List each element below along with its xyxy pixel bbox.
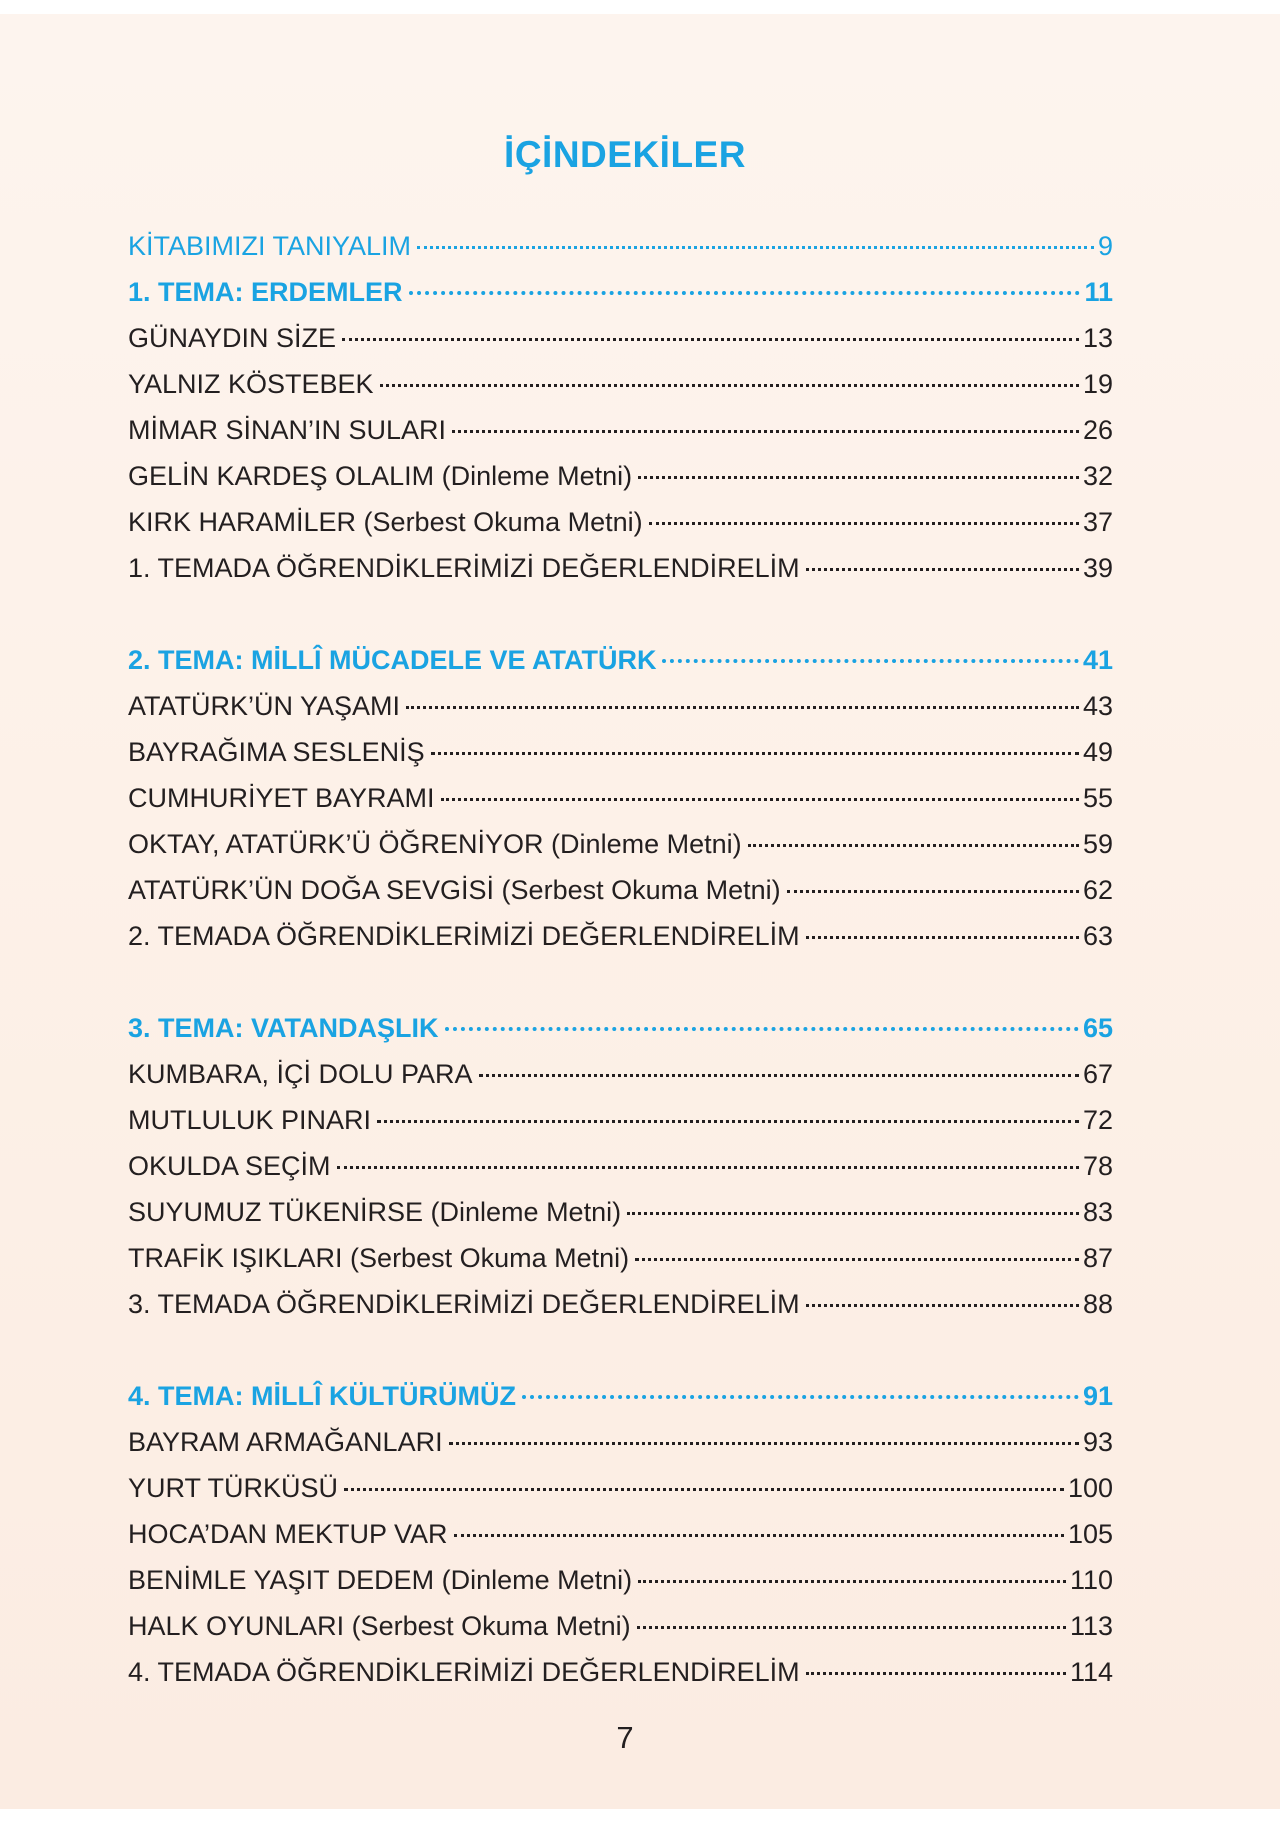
toc-entry-label: 4. TEMADA ÖĞRENDİKLERİMİZİ DEĞERLENDİRELİM bbox=[128, 1657, 800, 1687]
toc-entry-label: ATATÜRK’ÜN DOĞA SEVGİSİ (Serbest Okuma Metni) bbox=[128, 875, 781, 905]
toc-theme-label: 4. TEMA: MİLLÎ KÜLTÜRÜMÜZ bbox=[128, 1381, 516, 1411]
toc-entry-page: 72 bbox=[1082, 1105, 1113, 1135]
dot-leader bbox=[806, 1672, 1066, 1675]
toc-entry-page: 113 bbox=[1069, 1611, 1113, 1641]
dot-leader bbox=[445, 1027, 1079, 1031]
dot-leader bbox=[662, 659, 1078, 663]
toc-theme-label: 1. TEMA: ERDEMLER bbox=[128, 277, 403, 307]
toc-entry-page: 32 bbox=[1082, 461, 1113, 491]
toc-entry-page: 114 bbox=[1069, 1657, 1113, 1687]
toc-entry[interactable] bbox=[128, 1059, 1113, 1105]
page-title: İÇİNDEKİLER bbox=[504, 134, 746, 175]
dot-leader bbox=[409, 291, 1081, 295]
table-of-contents bbox=[128, 231, 1113, 1703]
toc-entry[interactable] bbox=[128, 1611, 1113, 1657]
toc-entry[interactable] bbox=[128, 1289, 1113, 1335]
toc-entry-page: 37 bbox=[1082, 507, 1113, 537]
toc-entry[interactable] bbox=[128, 1657, 1113, 1703]
toc-theme-label: 3. TEMA: VATANDAŞLIK bbox=[128, 1013, 439, 1043]
toc-entry-label: HALK OYUNLARI (Serbest Okuma Metni) bbox=[128, 1611, 631, 1641]
section-spacer bbox=[128, 599, 1113, 645]
dot-leader bbox=[380, 384, 1079, 387]
toc-theme-page: 11 bbox=[1084, 277, 1113, 307]
toc-theme-page: 65 bbox=[1082, 1013, 1113, 1043]
toc-entry-label: CUMHURİYET BAYRAMI bbox=[128, 783, 435, 813]
toc-entry-label: YURT TÜRKÜSÜ bbox=[128, 1473, 339, 1503]
toc-entry-label: KIRK HARAMİLER (Serbest Okuma Metni) bbox=[128, 507, 643, 537]
toc-entry-page: 13 bbox=[1082, 323, 1113, 353]
toc-theme-heading[interactable] bbox=[128, 1013, 1113, 1059]
toc-entry[interactable] bbox=[128, 323, 1113, 369]
toc-entry[interactable] bbox=[128, 829, 1113, 875]
section-spacer bbox=[128, 1335, 1113, 1381]
toc-entry-label: BENİMLE YAŞIT DEDEM (Dinleme Metni) bbox=[128, 1565, 633, 1595]
toc-theme-heading[interactable] bbox=[128, 645, 1113, 691]
section-spacer bbox=[128, 967, 1113, 1013]
dot-leader bbox=[337, 1166, 1079, 1169]
dot-leader bbox=[342, 338, 1079, 341]
toc-theme-heading[interactable] bbox=[128, 277, 1113, 323]
toc-entry-page: 67 bbox=[1082, 1059, 1113, 1089]
dot-leader bbox=[806, 568, 1079, 571]
dot-leader bbox=[806, 936, 1079, 939]
toc-entry-page: 110 bbox=[1069, 1565, 1113, 1595]
dot-leader bbox=[377, 1120, 1079, 1123]
toc-entry-label: SUYUMUZ TÜKENİRSE (Dinleme Metni) bbox=[128, 1197, 622, 1227]
toc-entry-page: 19 bbox=[1082, 369, 1113, 399]
toc-entry[interactable] bbox=[128, 1519, 1113, 1565]
dot-leader bbox=[638, 1580, 1066, 1583]
toc-entry-label: 1. TEMADA ÖĞRENDİKLERİMİZİ DEĞERLENDİRELİM bbox=[128, 553, 800, 583]
dot-leader bbox=[649, 522, 1079, 525]
toc-entry[interactable] bbox=[128, 783, 1113, 829]
toc-entry-page: 78 bbox=[1082, 1151, 1113, 1181]
toc-entry-intro[interactable] bbox=[128, 231, 1113, 277]
page-background bbox=[0, 14, 1280, 1809]
toc-entry[interactable] bbox=[128, 553, 1113, 599]
dot-leader bbox=[449, 1442, 1079, 1445]
toc-entry-label: GÜNAYDIN SİZE bbox=[128, 323, 337, 353]
toc-entry-page: 9 bbox=[1097, 231, 1113, 261]
toc-entry[interactable] bbox=[128, 1565, 1113, 1611]
toc-entry-label: YALNIZ KÖSTEBEK bbox=[128, 369, 374, 399]
toc-entry-label: GELİN KARDEŞ OLALIM (Dinleme Metni) bbox=[128, 461, 633, 491]
dot-leader bbox=[441, 798, 1079, 801]
toc-entry[interactable] bbox=[128, 1473, 1113, 1519]
toc-entry-page: 59 bbox=[1082, 829, 1113, 859]
toc-entry-page: 43 bbox=[1082, 691, 1113, 721]
dot-leader bbox=[637, 1626, 1066, 1629]
toc-entry[interactable] bbox=[128, 1243, 1113, 1289]
dot-leader bbox=[748, 844, 1079, 847]
toc-entry[interactable] bbox=[128, 369, 1113, 415]
toc-theme-heading[interactable] bbox=[128, 1381, 1113, 1427]
toc-entry[interactable] bbox=[128, 921, 1113, 967]
toc-entry[interactable] bbox=[128, 415, 1113, 461]
toc-entry-page: 93 bbox=[1082, 1427, 1113, 1457]
toc-entry-label: 3. TEMADA ÖĞRENDİKLERİMİZİ DEĞERLENDİRELİM bbox=[128, 1289, 800, 1319]
toc-entry[interactable] bbox=[128, 1197, 1113, 1243]
dot-leader bbox=[406, 706, 1079, 709]
toc-entry[interactable] bbox=[128, 1151, 1113, 1197]
toc-entry[interactable] bbox=[128, 461, 1113, 507]
toc-entry-page: 62 bbox=[1082, 875, 1113, 905]
toc-entry-page: 49 bbox=[1082, 737, 1113, 767]
toc-entry-page: 88 bbox=[1082, 1289, 1113, 1319]
toc-entry-page: 55 bbox=[1082, 783, 1113, 813]
toc-entry-label: TRAFİK IŞIKLARI (Serbest Okuma Metni) bbox=[128, 1243, 630, 1273]
toc-entry-label: OKULDA SEÇİM bbox=[128, 1151, 331, 1181]
dot-leader bbox=[638, 476, 1079, 479]
toc-entry-label: HOCA’DAN MEKTUP VAR bbox=[128, 1519, 448, 1549]
toc-entry[interactable] bbox=[128, 1427, 1113, 1473]
toc-entry[interactable] bbox=[128, 737, 1113, 783]
toc-entry-label: KİTABIMIZI TANIYALIM bbox=[128, 231, 412, 261]
dot-leader bbox=[344, 1488, 1064, 1491]
dot-leader bbox=[522, 1395, 1079, 1399]
toc-entry[interactable] bbox=[128, 875, 1113, 921]
toc-entry-page: 83 bbox=[1082, 1197, 1113, 1227]
toc-theme-label: 2. TEMA: MİLLÎ MÜCADELE VE ATATÜRK bbox=[128, 645, 657, 675]
toc-entry-page: 100 bbox=[1067, 1473, 1113, 1503]
toc-entry[interactable] bbox=[128, 691, 1113, 737]
toc-entry-label: MİMAR SİNAN’IN SULARI bbox=[128, 415, 447, 445]
dot-leader bbox=[431, 752, 1079, 755]
toc-entry-page: 63 bbox=[1082, 921, 1113, 951]
toc-entry-label: BAYRAĞIMA SESLENİŞ bbox=[128, 737, 425, 767]
dot-leader bbox=[635, 1258, 1079, 1261]
page-number: 7 bbox=[616, 1720, 634, 1755]
toc-entry-label: 2. TEMADA ÖĞRENDİKLERİMİZİ DEĞERLENDİRELİM bbox=[128, 921, 800, 951]
toc-theme-page: 41 bbox=[1082, 645, 1113, 675]
toc-entry-page: 87 bbox=[1082, 1243, 1113, 1273]
dot-leader bbox=[452, 430, 1079, 433]
toc-entry-page: 105 bbox=[1067, 1519, 1113, 1549]
dot-leader bbox=[417, 246, 1094, 249]
toc-entry-page: 39 bbox=[1082, 553, 1113, 583]
toc-entry[interactable] bbox=[128, 1105, 1113, 1151]
dot-leader bbox=[627, 1212, 1079, 1215]
toc-entry-label: BAYRAM ARMAĞANLARI bbox=[128, 1427, 443, 1457]
dot-leader bbox=[479, 1074, 1079, 1077]
toc-entry-label: KUMBARA, İÇİ DOLU PARA bbox=[128, 1059, 473, 1089]
toc-entry-label: MUTLULUK PINARI bbox=[128, 1105, 372, 1135]
dot-leader bbox=[806, 1304, 1079, 1307]
toc-entry-page: 26 bbox=[1082, 415, 1113, 445]
dot-leader bbox=[454, 1534, 1064, 1537]
dot-leader bbox=[787, 890, 1079, 893]
toc-theme-page: 91 bbox=[1082, 1381, 1113, 1411]
toc-entry-label: OKTAY, ATATÜRK’Ü ÖĞRENİYOR (Dinleme Metni) bbox=[128, 829, 742, 859]
toc-entry-label: ATATÜRK’ÜN YAŞAMI bbox=[128, 691, 401, 721]
toc-entry[interactable] bbox=[128, 507, 1113, 553]
